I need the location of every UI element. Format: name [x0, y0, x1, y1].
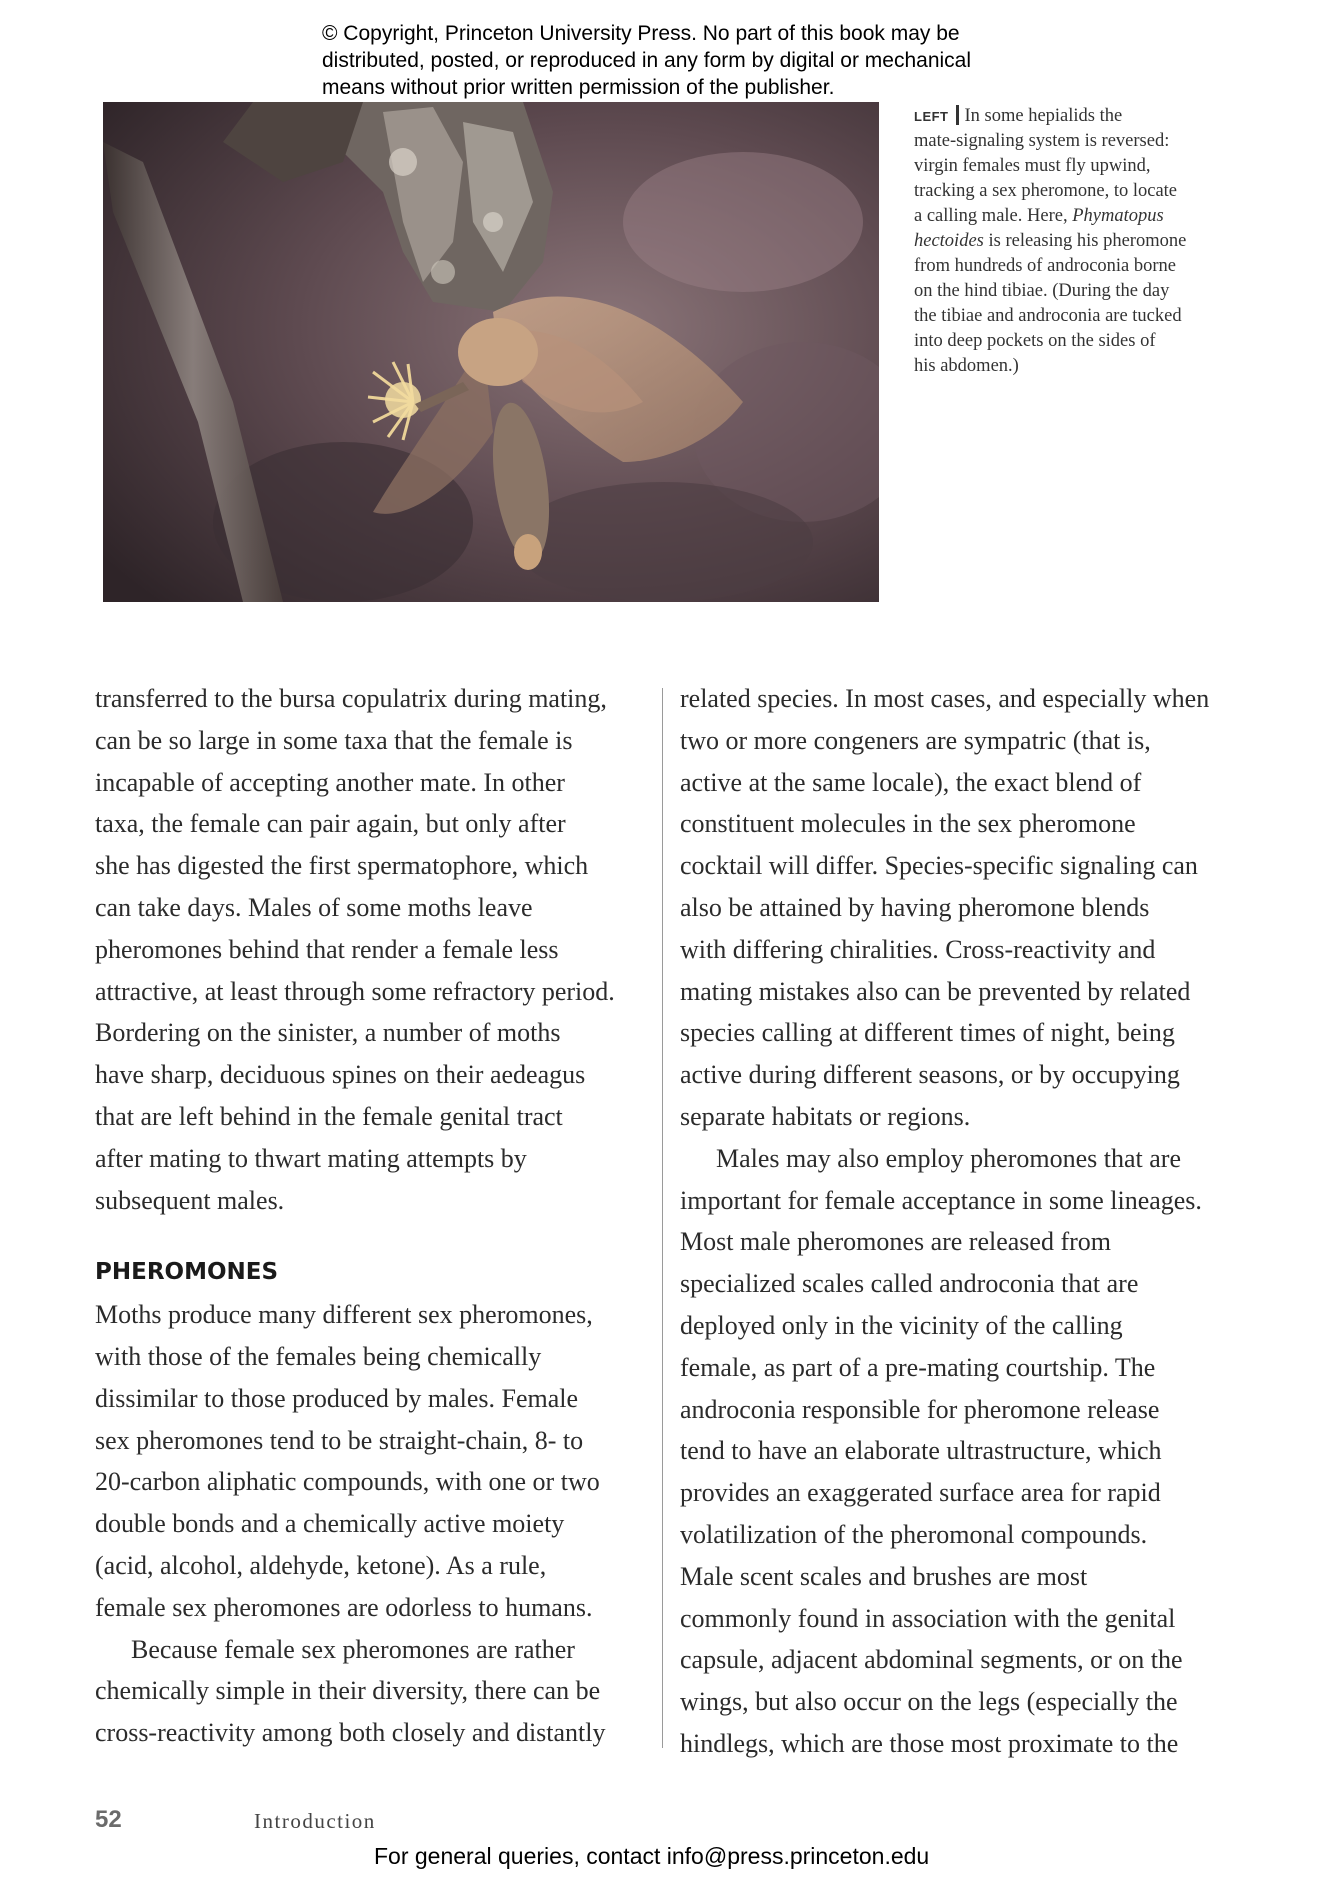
caption-text: is releasing his pheromone: [983, 231, 1187, 251]
body-line: Most male pheromones are released from: [680, 1227, 1112, 1257]
body-line: two or more congeners are sympatric (that is,: [680, 725, 1151, 755]
right-column: [680, 678, 1240, 1765]
caption-line: tracking a sex pheromone, to locate: [914, 181, 1178, 201]
caption-label: LEFT: [914, 109, 949, 124]
moth-photo: [103, 102, 879, 602]
body-line: after mating to thwart mating attempts by: [95, 1143, 527, 1173]
section-heading: PHEROMONES: [95, 1259, 279, 1286]
body-line: sex pheromones tend to be straight-chain, 8- to: [95, 1425, 584, 1455]
body-line: wings, but also occur on the legs (especially the: [680, 1687, 1178, 1717]
caption-text: In some hepialids the: [964, 106, 1123, 126]
caption-line: virgin females must fly upwind,: [914, 156, 1151, 176]
body-line: volatilization of the pheromonal compounds.: [680, 1519, 1148, 1549]
body-line: subsequent males.: [95, 1185, 285, 1215]
body-line: active at the same locale), the exact blend of: [680, 767, 1142, 797]
caption-divider: [956, 105, 959, 125]
body-line: 20-carbon aliphatic compounds, with one or two: [95, 1467, 600, 1497]
species-name: Phymatopus: [1072, 206, 1164, 226]
caption-line: his abdomen.): [914, 356, 1019, 376]
copyright-line: © Copyright, Princeton University Press. No part of this book may be: [322, 22, 960, 45]
body-line: Because female sex pheromones are rather: [131, 1634, 575, 1664]
caption-line: from hundreds of androconia borne: [914, 256, 1176, 276]
copyright-line: means without prior written permission of the publisher.: [322, 76, 835, 99]
body-line: Males may also employ pheromones that are: [716, 1143, 1181, 1173]
body-line: that are left behind in the female genital tract: [95, 1101, 563, 1131]
body-line: hindlegs, which are those most proximate to the: [680, 1728, 1179, 1758]
body-line: androconia responsible for pheromone release: [680, 1394, 1160, 1424]
body-line: separate habitats or regions.: [680, 1101, 971, 1131]
body-line: Male scent scales and brushes are most: [680, 1561, 1088, 1591]
caption-line: into deep pockets on the sides of: [914, 331, 1156, 351]
body-line: commonly found in association with the genital: [680, 1603, 1176, 1633]
body-line: tend to have an elaborate ultrastructure, which: [680, 1436, 1162, 1466]
body-line: she has digested the first spermatophore, which: [95, 851, 589, 881]
page-number: 52: [95, 1806, 122, 1833]
body-line: Moths produce many different sex pheromones,: [95, 1300, 593, 1330]
body-line: attractive, at least through some refractory period.: [95, 976, 615, 1006]
caption-text: a calling male. Here,: [914, 206, 1073, 226]
copyright-notice: [322, 20, 1042, 101]
body-line: can be so large in some taxa that the female is: [95, 725, 573, 755]
caption-line: [914, 104, 1234, 129]
contact-footer: For general queries, contact info@press.princeton.edu: [374, 1843, 930, 1869]
caption-line: on the hind tibiae. (During the day: [914, 281, 1170, 301]
body-line: transferred to the bursa copulatrix during mating,: [95, 684, 607, 713]
body-line: also be attained by having pheromone blends: [680, 892, 1150, 922]
left-column: [95, 678, 655, 1754]
body-line: have sharp, deciduous spines on their aedeagus: [95, 1060, 586, 1090]
body-line: active during different seasons, or by occupying: [680, 1060, 1180, 1090]
body-line: species calling at different times of night, being: [680, 1018, 1175, 1048]
body-line: capsule, adjacent abdominal segments, or on the: [680, 1645, 1183, 1675]
body-line: (acid, alcohol, aldehyde, ketone). As a rule,: [95, 1550, 547, 1580]
body-line: cross-reactivity among both closely and distantly: [95, 1718, 606, 1748]
caption-line: [914, 229, 1234, 254]
body-line: pheromones behind that render a female less: [95, 934, 559, 964]
body-line: specialized scales called androconia that are: [680, 1269, 1139, 1299]
caption-line: [914, 204, 1234, 229]
body-line: female sex pheromones are odorless to humans.: [95, 1592, 593, 1622]
caption-line: the tibiae and androconia are tucked: [914, 306, 1182, 326]
body-line: mating mistakes also can be prevented by related: [680, 976, 1191, 1006]
photo-caption: [914, 104, 1234, 379]
body-line: can take days. Males of some moths leave: [95, 892, 533, 922]
moth-photo-illustration: [103, 102, 879, 602]
body-line: female, as part of a pre-mating courtship. The: [680, 1352, 1156, 1382]
body-line: with differing chiralities. Cross-reactivity and: [680, 934, 1156, 964]
body-line: dissimilar to those produced by males. Female: [95, 1383, 579, 1413]
body-line: related species. In most cases, and especially when: [680, 684, 1210, 713]
section-gap: [95, 1221, 655, 1252]
body-line: Bordering on the sinister, a number of moths: [95, 1018, 561, 1048]
species-name: hectoides: [914, 231, 984, 251]
body-line: important for female acceptance in some lineages.: [680, 1185, 1202, 1215]
body-line: deployed only in the vicinity of the calling: [680, 1310, 1123, 1340]
body-line: provides an exaggerated surface area for rapid: [680, 1478, 1161, 1508]
body-line: chemically simple in their diversity, there can be: [95, 1676, 601, 1706]
body-line: constituent molecules in the sex pheromone: [680, 809, 1136, 839]
body-line: cocktail will differ. Species-specific signaling can: [680, 851, 1198, 881]
column-divider: [662, 688, 663, 1748]
body-line: with those of the females being chemically: [95, 1341, 542, 1371]
body-line: double bonds and a chemically active moiety: [95, 1509, 565, 1539]
body-line: incapable of accepting another mate. In other: [95, 767, 565, 797]
running-head: Introduction: [254, 1809, 376, 1833]
copyright-line: distributed, posted, or reproduced in any form by digital or mechanical: [322, 49, 972, 72]
caption-line: mate-signaling system is reversed:: [914, 131, 1170, 151]
body-line: taxa, the female can pair again, but only after: [95, 809, 566, 839]
